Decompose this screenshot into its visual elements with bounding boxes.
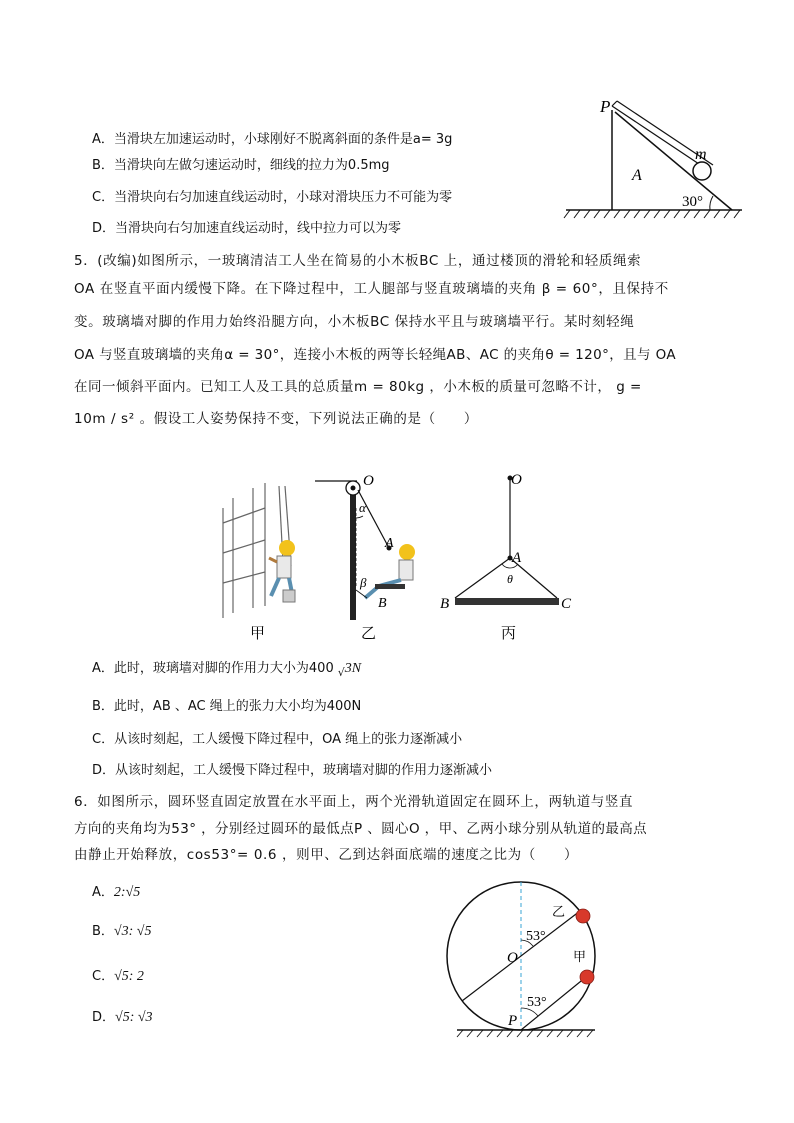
q5-line-1: 5．(改编)如图所示，一玻璃清洁工人坐在简易的小木板BC 上，通过楼顶的滑轮和轻质绳索 bbox=[74, 253, 642, 269]
label-angle: 30° bbox=[682, 194, 703, 210]
label-a-bing: A bbox=[512, 550, 522, 566]
q6-line-1: 6．如图所示，圆环竖直固定放置在水平面上，两个光滑轨道固定在圆环上，两轨道与竖直 bbox=[74, 794, 634, 810]
ball-yi bbox=[576, 909, 590, 923]
caption-yi: 乙 bbox=[361, 624, 377, 642]
q5-line-2: OA 在竖直平面内缓慢下降。在下降过程中，工人腿部与竖直玻璃墙的夹角 β = 60°，且保持不 bbox=[74, 281, 669, 297]
caption-jia: 甲 bbox=[250, 624, 266, 642]
q5-option-a: A．此时，玻璃墙对脚的作用力大小为400 $_√$3N bbox=[92, 661, 362, 679]
q5-line-5: 在同一倾斜平面内。已知工人及工具的总质量m = 80kg ，小木板的质量可忽略不计， g = bbox=[74, 379, 642, 395]
ball bbox=[693, 162, 711, 180]
label-c-bing: C bbox=[561, 596, 572, 612]
q6-option-d: D．√5: √3 bbox=[92, 1010, 153, 1025]
q5-line-6: 10m / s² 。假设工人姿势保持不变，下列说法正确的是（ ） bbox=[74, 411, 478, 427]
q5-option-c: C．从该时刻起，工人缓慢下降过程中，OA 绳上的张力逐渐减小 bbox=[92, 732, 463, 747]
label-a-yi: A bbox=[385, 536, 394, 551]
label-jia: 甲 bbox=[573, 950, 587, 965]
q4-incline-figure bbox=[560, 92, 750, 227]
angle-bottom: 53° bbox=[527, 995, 547, 1010]
q6-line-2: 方向的夹角均为53° ，分别经过圆环的最低点P 、圆心O ，甲、乙两小球分别从轨道的最高点 bbox=[74, 821, 648, 837]
q5-line-4: OA 与竖直玻璃墙的夹角α = 30°，连接小木板的两等长轻绳AB、AC 的夹角θ = 120°，且与 OA bbox=[74, 347, 677, 363]
label-o: O bbox=[507, 950, 518, 966]
q4-option-b: B．当滑块向左做匀速运动时，细线的拉力为0.5mg bbox=[92, 158, 390, 173]
label-theta: θ bbox=[507, 572, 513, 586]
q6-ring-figure bbox=[445, 878, 615, 1048]
label-yi: 乙 bbox=[552, 905, 566, 920]
q5-figure bbox=[205, 468, 605, 648]
label-o-bing: O bbox=[511, 472, 522, 488]
label-beta: β bbox=[360, 575, 367, 590]
label-p: P bbox=[508, 1013, 518, 1029]
q4-option-d: D．当滑块向右匀加速直线运动时，线中拉力可以为零 bbox=[92, 221, 402, 236]
label-o-yi: O bbox=[363, 473, 374, 489]
q6-option-c: C．√5: 2 bbox=[92, 969, 144, 984]
q6-option-a: A．2:√5 bbox=[92, 885, 141, 900]
q4-option-c: C．当滑块向右匀加速直线运动时，小球对滑块压力不可能为零 bbox=[92, 190, 453, 205]
caption-bing: 丙 bbox=[501, 624, 517, 642]
sqrt-sign: √ bbox=[337, 666, 345, 679]
label-b-bing: B bbox=[440, 596, 450, 612]
q5-line-3: 变。玻璃墙对脚的作用力始终沿腿方向，小木板BC 保持水平且与玻璃墙平行。某时刻轻绳 bbox=[74, 314, 635, 330]
label-m: m bbox=[695, 146, 707, 163]
q6-option-b: B．√3: √5 bbox=[92, 924, 152, 939]
q6-line-3: 由静止开始释放，cos53°= 0.6 ，则甲、乙到达斜面底端的速度之比为（ ） bbox=[74, 847, 579, 863]
q4-option-a: A．当滑块左加速运动时，小球刚好不脱离斜面的条件是a= 3g bbox=[92, 132, 453, 147]
label-p: P bbox=[600, 97, 611, 116]
label-a: A bbox=[632, 167, 642, 184]
ball-jia bbox=[580, 970, 594, 984]
q5-option-b: B．此时，AB 、AC 绳上的张力大小均为400N bbox=[92, 699, 362, 714]
worker-jia bbox=[269, 540, 295, 602]
label-alpha: α bbox=[359, 500, 366, 515]
q5-option-d: D．从该时刻起，工人缓慢下降过程中，玻璃墙对脚的作用力逐渐减小 bbox=[92, 763, 493, 778]
label-b-yi: B bbox=[378, 596, 387, 611]
angle-top: 53° bbox=[526, 929, 546, 944]
